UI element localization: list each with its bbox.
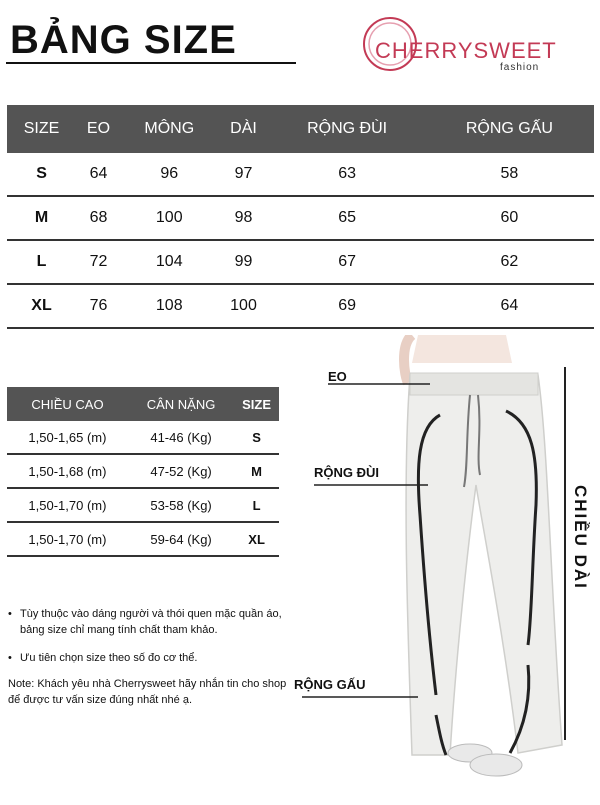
header-cell: EO — [76, 105, 121, 153]
table-row — [7, 488, 279, 522]
table-cell: 47-52 (Kg) — [128, 454, 234, 488]
body-measure-table — [7, 387, 279, 557]
table-cell: 104 — [121, 240, 218, 284]
header-cell: RỘNG ĐÙI — [269, 105, 424, 153]
table-cell: M — [234, 454, 279, 488]
table-cell: 69 — [269, 284, 424, 328]
table-cell: S — [7, 153, 76, 196]
header-cell: SIZE — [7, 105, 76, 153]
brand-logo — [360, 12, 570, 82]
table-cell: XL — [234, 522, 279, 556]
header-cell: RỘNG GẤU — [425, 105, 594, 153]
note-item — [8, 606, 298, 638]
label-chieu-dai: CHIỀU DÀI — [571, 485, 590, 590]
table-cell: 67 — [269, 240, 424, 284]
body-table-header — [7, 387, 279, 421]
notes-section — [8, 606, 298, 708]
label-rong-gau: RỘNG GẤU — [294, 677, 366, 692]
size-table-header — [7, 105, 594, 153]
table-cell: 64 — [425, 284, 594, 328]
note-item — [8, 650, 298, 666]
table-row — [7, 454, 279, 488]
table-cell: 63 — [269, 153, 424, 196]
table-cell: 98 — [218, 196, 270, 240]
table-cell: 100 — [121, 196, 218, 240]
table-cell: 68 — [76, 196, 121, 240]
table-row — [7, 196, 594, 240]
note-text: Ưu tiên chọn size theo số đo cơ thể. — [20, 652, 198, 664]
title-underline — [6, 62, 296, 64]
table-cell: 53-58 (Kg) — [128, 488, 234, 522]
pants-illustration — [300, 335, 600, 800]
brand-name: CHERRYSWEET — [375, 38, 557, 63]
header-cell: DÀI — [218, 105, 270, 153]
table-row — [7, 421, 279, 454]
table-cell: 97 — [218, 153, 270, 196]
table-cell: 100 — [218, 284, 270, 328]
table-cell: 72 — [76, 240, 121, 284]
header-cell: CÂN NẶNG — [128, 387, 234, 421]
note-text: Tùy thuộc vào dáng người và thói quen mặc quần áo, bảng size chỉ mang tính chất tham khảo. — [20, 608, 282, 636]
table-cell: 1,50-1,70 (m) — [7, 488, 128, 522]
table-row — [7, 522, 279, 556]
table-cell: 96 — [121, 153, 218, 196]
label-rong-dui: RỘNG ĐÙI — [314, 465, 379, 480]
table-cell: 58 — [425, 153, 594, 196]
size-table — [7, 105, 594, 329]
brand-sub: fashion — [500, 62, 540, 73]
note-final: Note: Khách yêu nhà Cherrysweet hãy nhắn tin cho shop để được tư vấn size đúng nhất nhé ạ. — [8, 678, 287, 706]
table-cell: 1,50-1,70 (m) — [7, 522, 128, 556]
bullet-icon: • — [8, 608, 12, 620]
page-title: BẢNG SIZE — [10, 18, 237, 62]
table-cell: 76 — [76, 284, 121, 328]
table-cell: S — [234, 421, 279, 454]
table-cell: 65 — [269, 196, 424, 240]
table-cell: XL — [7, 284, 76, 328]
table-cell: L — [234, 488, 279, 522]
table-cell: 64 — [76, 153, 121, 196]
table-cell: 41-46 (Kg) — [128, 421, 234, 454]
table-row — [7, 284, 594, 328]
table-cell: 62 — [425, 240, 594, 284]
label-eo: EO — [328, 369, 347, 384]
header-cell: CHIỀU CAO — [7, 387, 128, 421]
table-cell: 1,50-1,65 (m) — [7, 421, 128, 454]
table-cell: L — [7, 240, 76, 284]
table-cell: 99 — [218, 240, 270, 284]
table-row — [7, 240, 594, 284]
pants-diagram — [294, 335, 600, 800]
table-cell: 60 — [425, 196, 594, 240]
table-cell: 108 — [121, 284, 218, 328]
table-cell: M — [7, 196, 76, 240]
bullet-icon: • — [8, 652, 12, 664]
table-cell: 1,50-1,68 (m) — [7, 454, 128, 488]
table-row — [7, 153, 594, 196]
header-cell: SIZE — [234, 387, 279, 421]
table-cell: 59-64 (Kg) — [128, 522, 234, 556]
header-cell: MÔNG — [121, 105, 218, 153]
